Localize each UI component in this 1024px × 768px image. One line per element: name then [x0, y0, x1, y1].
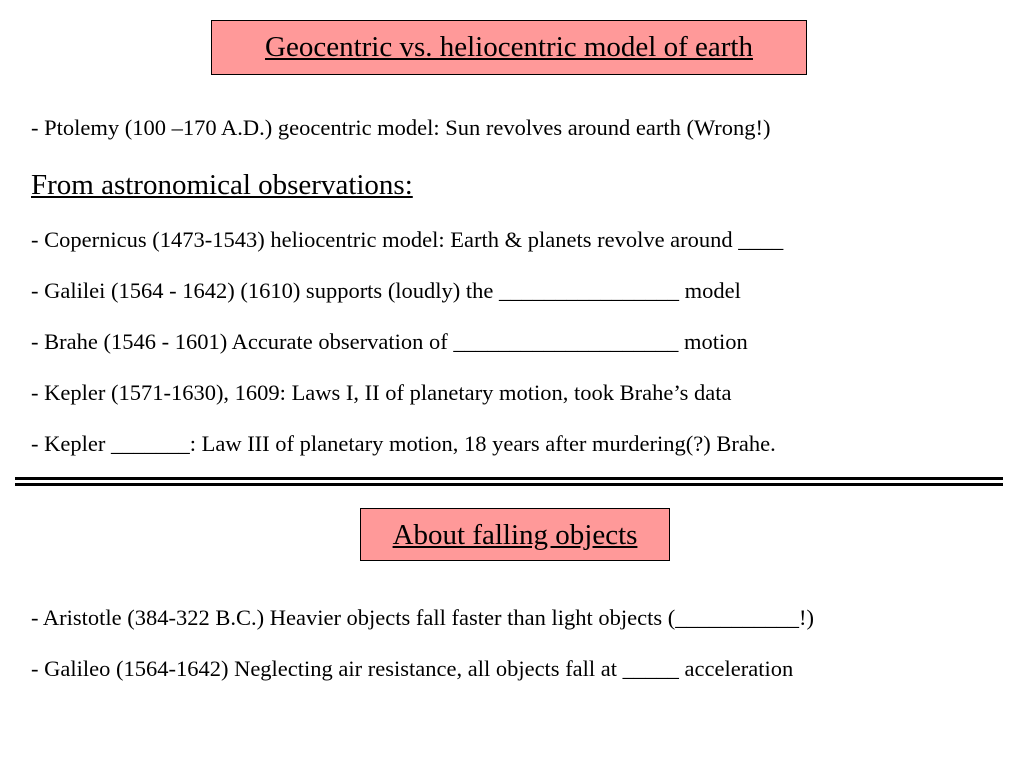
list-item-kepler-law-iii: - Kepler _______: Law III of planetary motion, 18 years after murdering(?) Brahe.: [31, 431, 776, 456]
list-item-copernicus: - Copernicus (1473-1543) heliocentric model: Earth & planets revolve around ____: [31, 227, 784, 252]
list-item-kepler-1609: - Kepler (1571-1630), 1609: Laws I, II of planetary motion, took Brahe’s data: [31, 380, 732, 405]
section-divider-lower: [15, 483, 1003, 486]
list-item-brahe: - Brahe (1546 - 1601) Accurate observation of ____________________ motion: [31, 329, 748, 354]
title-falling-objects: [360, 508, 670, 561]
observations-subheading: From astronomical observations:: [31, 169, 413, 201]
title-geocentric-heliocentric: [211, 20, 807, 75]
list-item-aristotle: - Aristotle (384-322 B.C.) Heavier objects fall faster than light objects (___________!): [31, 605, 814, 630]
title-falling-objects-text: About falling objects: [392, 519, 638, 551]
ptolemy-line: - Ptolemy (100 –170 A.D.) geocentric model: Sun revolves around earth (Wrong!): [31, 115, 771, 140]
title-geocentric-heliocentric-text: Geocentric vs. heliocentric model of earth: [265, 31, 753, 63]
list-item-galileo: - Galileo (1564-1642) Neglecting air resistance, all objects fall at _____ acceleration: [31, 656, 794, 681]
section-divider-upper: [15, 477, 1003, 480]
list-item-galilei: - Galilei (1564 - 1642) (1610) supports (loudly) the ________________ model: [31, 278, 741, 303]
